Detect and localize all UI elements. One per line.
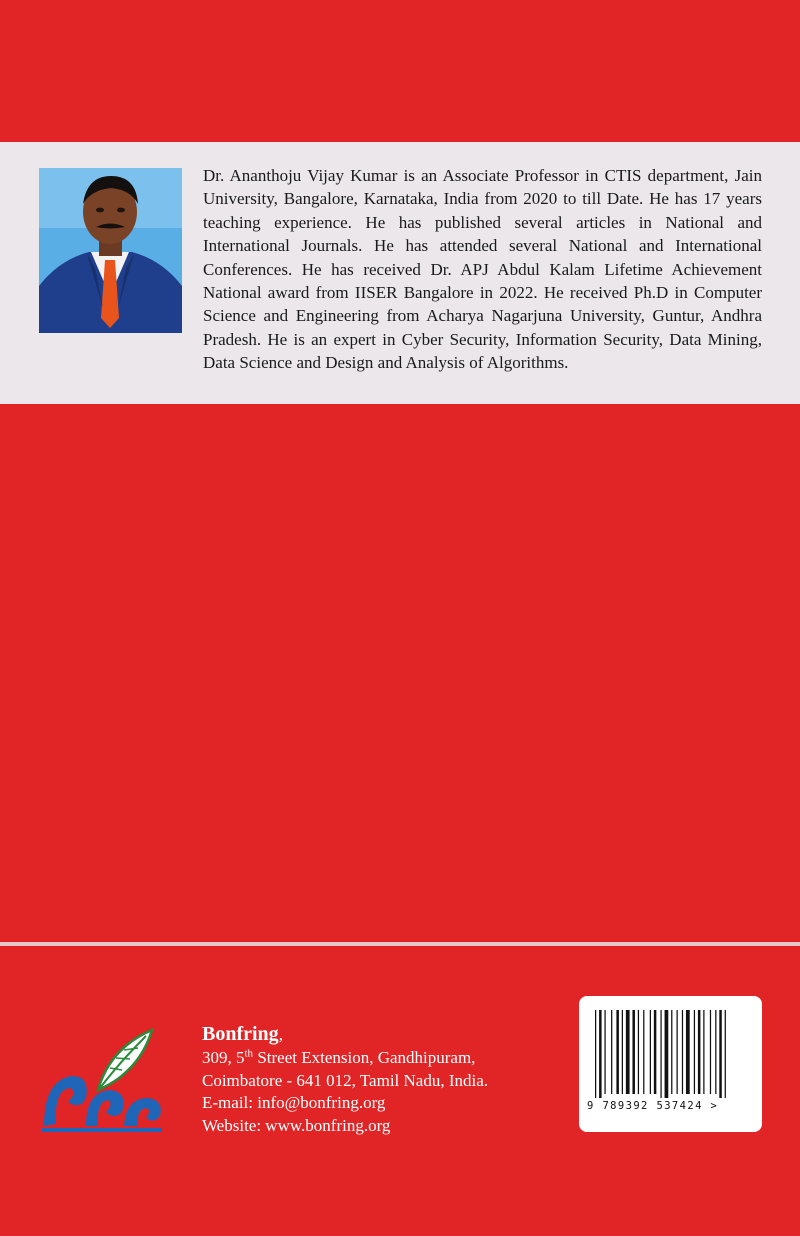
publisher-logo — [40, 1028, 165, 1136]
barcode-bar — [703, 1010, 704, 1094]
isbn-barcode-icon — [593, 1010, 748, 1098]
barcode-bar — [665, 1010, 669, 1098]
isbn-number: 9 789392 537424 > — [587, 1100, 719, 1112]
barcode-bar — [715, 1010, 716, 1094]
author-bio-text: Dr. Ananthoju Vijay Kumar is an Associate Professor in CTIS department, Jain University, Bangalore, Karnataka, India from 2020 to till Date. He has 17 years teaching experience. He has published several articles in National and International Journals. He has attended several National and International Conferences. He has received Dr. APJ Abdul Kalam Lifetime Achievement National award from IISER Bangalore in 2022. He received Ph.D in Computer Science and Engineering from Acharya Nagarjuna University, Guntur, Andhra Pradesh. He is an expert in Cyber Security, Information Security, Data Mining, Data Science and Design and Analysis of Algorithms. — [203, 166, 762, 373]
barcode-bar — [650, 1010, 651, 1094]
barcode-bar — [604, 1010, 605, 1094]
barcode-bar — [616, 1010, 619, 1094]
barcode-bar — [725, 1010, 726, 1098]
publisher-address-line1: 309, 5th Street Extension, Gandhipuram, — [202, 1047, 476, 1067]
barcode-bar — [671, 1010, 672, 1094]
author-portrait-icon — [39, 168, 182, 333]
barcode-bar — [682, 1010, 683, 1094]
author-photo — [39, 168, 182, 333]
barcode-bar — [698, 1010, 701, 1094]
barcode-bar — [677, 1010, 678, 1094]
barcode-bar — [710, 1010, 711, 1094]
barcode-bar — [719, 1010, 722, 1098]
publisher-website[interactable]: Website: www.bonfring.org — [202, 1115, 391, 1135]
barcode-bar — [611, 1010, 612, 1094]
barcode-box — [579, 996, 762, 1132]
publisher-name: Bonfring, — [202, 1023, 283, 1045]
barcode-bar — [622, 1010, 623, 1094]
barcode-bar — [654, 1010, 657, 1094]
publisher-info — [202, 1021, 562, 1137]
publisher-email[interactable]: E-mail: info@bonfring.org — [202, 1093, 386, 1112]
barcode-bar — [599, 1010, 602, 1098]
barcode-bar — [660, 1010, 661, 1098]
barcode-bar — [686, 1010, 690, 1094]
barcode-bar — [643, 1010, 644, 1094]
barcode-bar — [595, 1010, 596, 1098]
barcode-bar — [626, 1010, 630, 1094]
barcode-bar — [638, 1010, 639, 1094]
barcode-bar — [632, 1010, 635, 1094]
section-divider — [0, 942, 800, 946]
quill-wave-logo-icon — [40, 1028, 165, 1136]
publisher-address-line2: Coimbatore - 641 012, Tamil Nadu, India. — [202, 1070, 489, 1090]
barcode-bar — [694, 1010, 695, 1094]
